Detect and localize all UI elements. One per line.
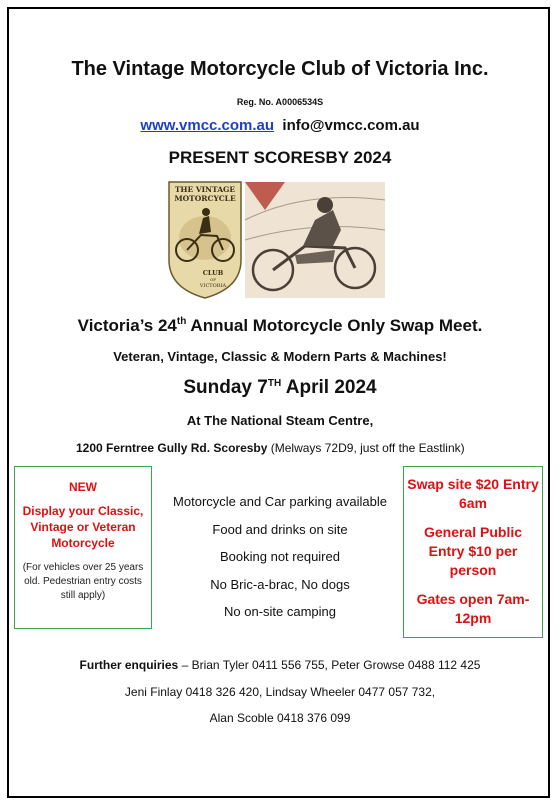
- enquiries-line-2: Jeni Finlay 0418 326 420, Lindsay Wheeler 0477 057 732,: [124, 685, 436, 699]
- display-bike-note: (For vehicles over 25 years old. Pedestrian entry costs still apply): [22, 562, 144, 601]
- svg-text:CLUB: CLUB: [202, 269, 224, 277]
- svg-text:VICTORIA: VICTORIA: [199, 283, 227, 289]
- enquiries-line-1: Further enquiries – Brian Tyler 0411 556 755, Peter Growse 0488 112 425: [79, 658, 481, 672]
- new-badge: NEW: [69, 480, 97, 494]
- swap-site-price: Swap site $20 Entry 6am: [407, 476, 539, 511]
- event-venue: At The National Steam Centre,: [186, 413, 374, 428]
- event-date: Sunday 7TH April 2024: [183, 377, 377, 398]
- gate-times: Gates open 7am-12pm: [416, 591, 530, 626]
- pricing-box: [403, 466, 543, 638]
- feature-item: Motorcycle and Car parking available: [173, 494, 387, 509]
- feature-item: No on-site camping: [224, 604, 336, 619]
- feature-item: Food and drinks on site: [212, 521, 348, 537]
- svg-text:THE VINTAGE: THE VINTAGE: [174, 185, 236, 194]
- svg-text:MOTORCYCLE: MOTORCYCLE: [174, 194, 236, 203]
- feature-item: Booking not required: [220, 549, 340, 564]
- club-title: The Vintage Motorcycle Club of Victoria Inc.: [71, 58, 489, 80]
- club-logo-image: [165, 180, 387, 300]
- present-heading: PRESENT SCORESBY 2024: [168, 148, 392, 167]
- public-entry-price: General Public Entry $10 per person: [423, 524, 523, 578]
- feature-item: No Bric-a-brac, No dogs: [210, 576, 350, 592]
- event-subtitle: Veteran, Vintage, Classic & Modern Parts & Machines!: [113, 349, 447, 364]
- features-list: [160, 494, 400, 632]
- event-address: 1200 Ferntree Gully Rd. Scoresby (Melways 72D9, just off the Eastlink): [76, 441, 465, 455]
- enquiries-line-3: Alan Scoble 0418 376 099: [209, 711, 351, 725]
- registration-number: Reg. No. A0006534S: [236, 97, 324, 107]
- contact-line: [0, 117, 560, 134]
- website-link[interactable]: www.vmcc.com.au: [140, 117, 275, 134]
- display-bike-text: Display your Classic, Vintage or Veteran Motorcycle: [22, 504, 144, 550]
- display-bike-box: [14, 466, 152, 629]
- svg-text:OF: OF: [209, 277, 217, 282]
- event-headline: Victoria’s 24th Annual Motorcycle Only Swap Meet.: [77, 316, 483, 335]
- email-address: info@vmcc.com.au: [282, 117, 420, 134]
